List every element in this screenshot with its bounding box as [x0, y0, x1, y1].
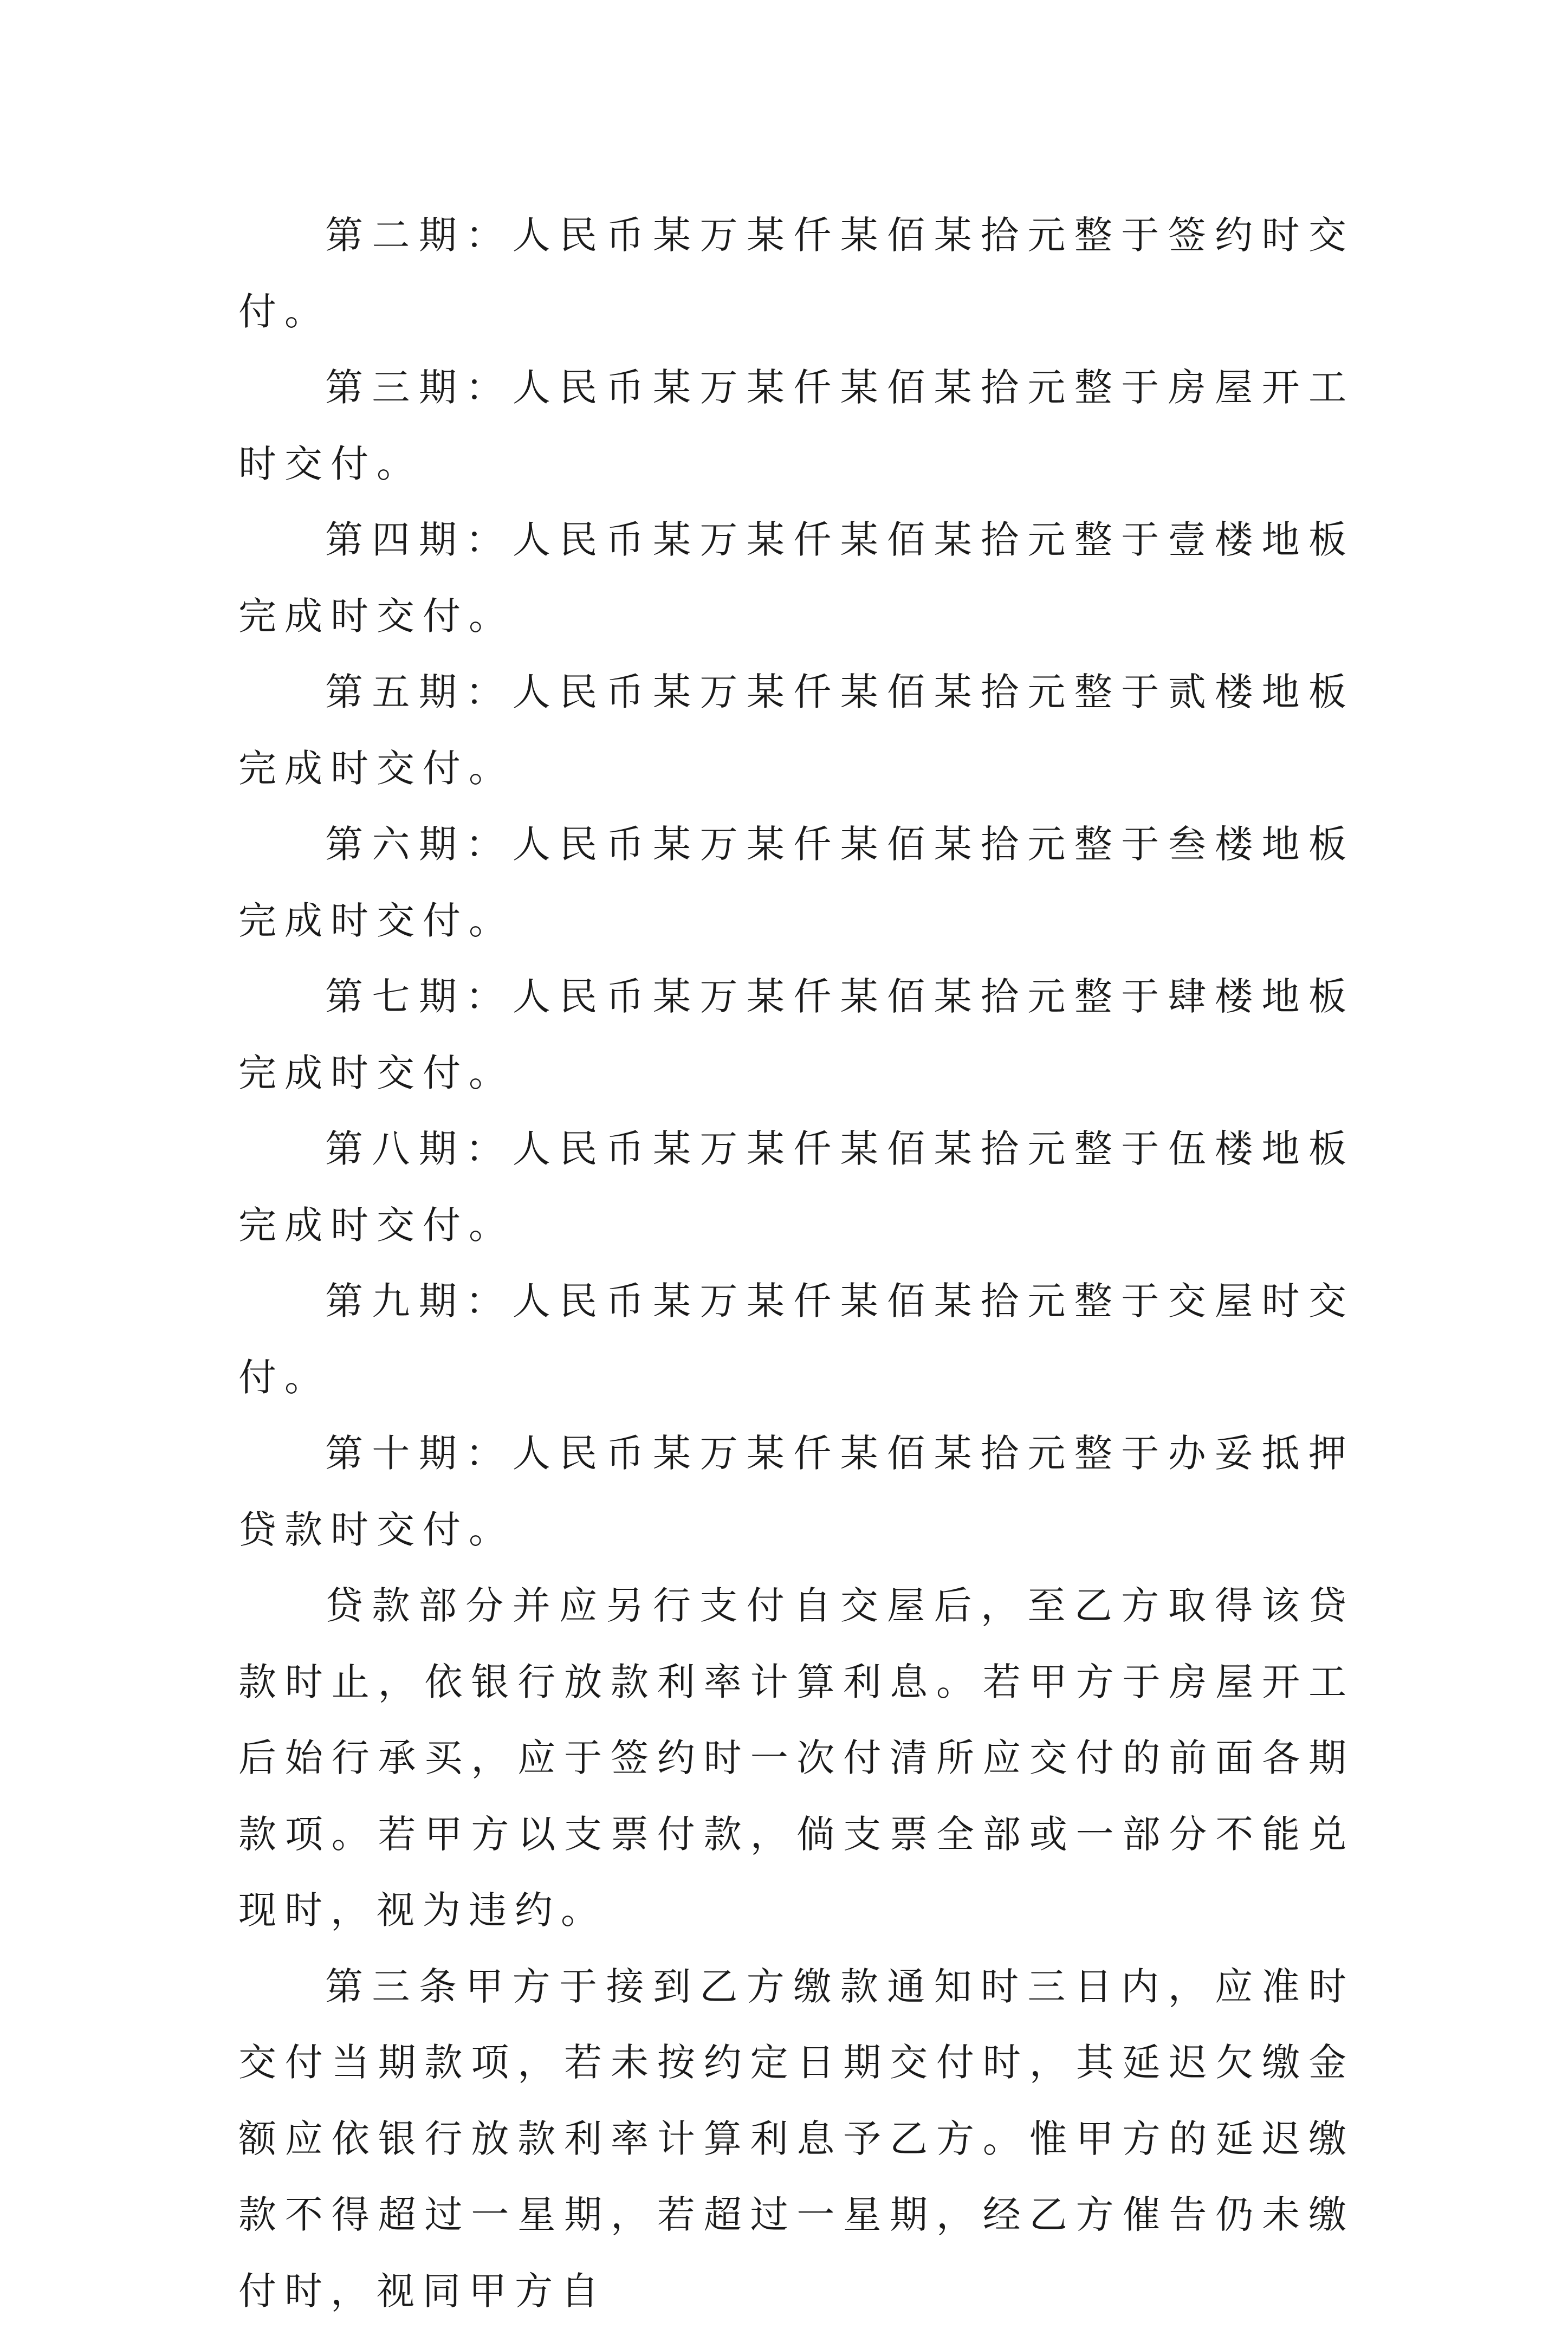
paragraph-loan-terms: 贷款部分并应另行支付自交屋后，至乙方取得该贷款时止，依银行放款利率计算利息。若甲方于房屋开工后始行承买，应于签约时一次付清所应交付的前面各期款项。若甲方以支票付款，倘支票全部或一部分不能兑现时，视为违约。 — [238, 1568, 1355, 1949]
paragraph-installment-8: 第八期：人民币某万某仟某佰某拾元整于伍楼地板完成时交付。 — [238, 1111, 1355, 1263]
paragraph-installment-6: 第六期：人民币某万某仟某佰某拾元整于叁楼地板完成时交付。 — [238, 806, 1355, 959]
paragraph-installment-5: 第五期：人民币某万某仟某佰某拾元整于贰楼地板完成时交付。 — [238, 654, 1355, 806]
paragraph-installment-10: 第十期：人民币某万某仟某佰某拾元整于办妥抵押贷款时交付。 — [238, 1415, 1355, 1568]
paragraph-installment-2: 第二期：人民币某万某仟某佰某拾元整于签约时交付。 — [238, 197, 1355, 350]
paragraph-installment-3: 第三期：人民币某万某仟某佰某拾元整于房屋开工时交付。 — [238, 350, 1355, 502]
document-body — [238, 197, 1355, 2329]
paragraph-installment-4: 第四期：人民币某万某仟某佰某拾元整于壹楼地板完成时交付。 — [238, 502, 1355, 654]
paragraph-installment-9: 第九期：人民币某万某仟某佰某拾元整于交屋时交付。 — [238, 1263, 1355, 1415]
paragraph-article-3: 第三条甲方于接到乙方缴款通知时三日内，应准时交付当期款项，若未按约定日期交付时，其延迟欠缴金额应依银行放款利率计算利息予乙方。惟甲方的延迟缴款不得超过一星期，若超过一星期，经乙方催告仍未缴付时，视同甲方自 — [238, 1949, 1355, 2329]
paragraph-installment-7: 第七期：人民币某万某仟某佰某拾元整于肆楼地板完成时交付。 — [238, 959, 1355, 1111]
